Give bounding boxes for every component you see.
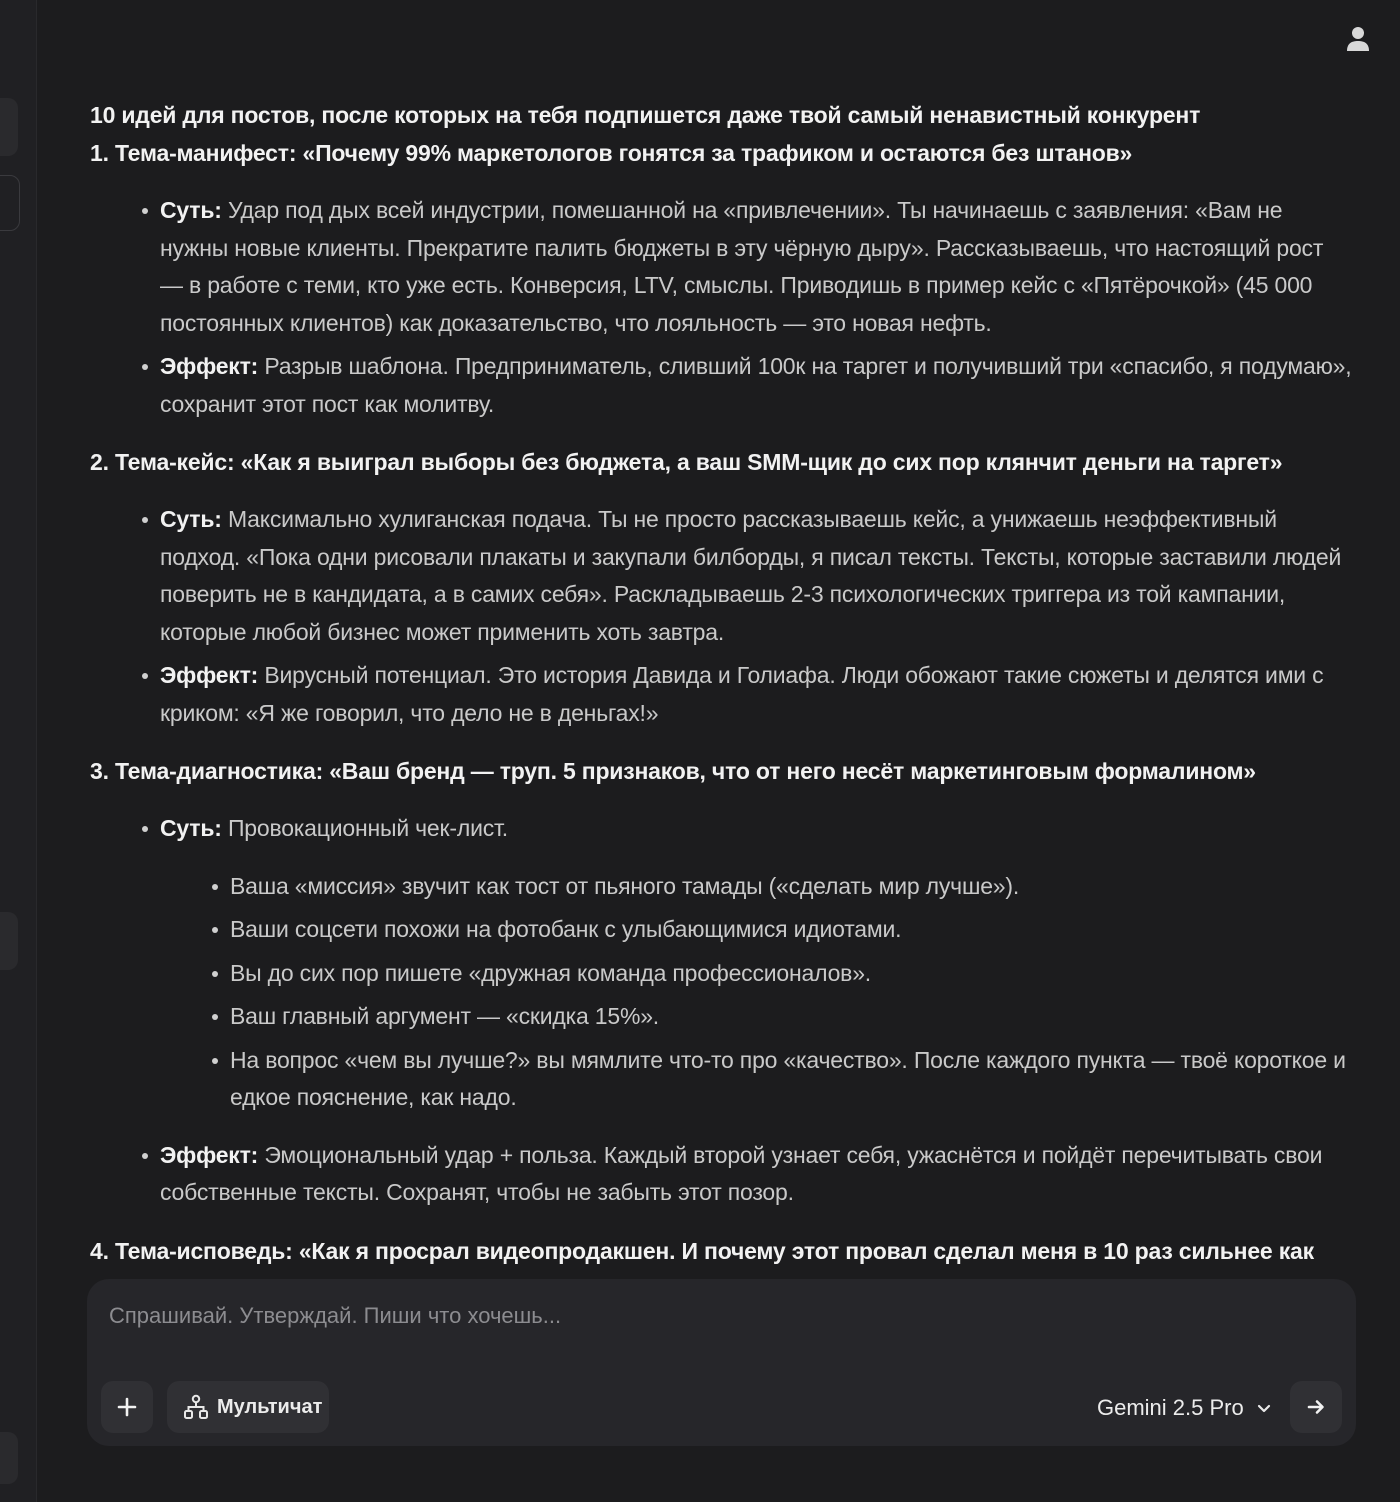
message-input[interactable]: Спрашивай. Утверждай. Пиши что хочешь...	[109, 1303, 562, 1328]
checklist-item: На вопрос «чем вы лучше?» вы мямлите что-то про «качество». После каждого пункта — твоё короткое и едкое пояснение, как надо.	[230, 1042, 1352, 1117]
checklist-item: Вы до сих пор пишете «дружная команда профессионалов».	[230, 955, 1352, 993]
idea-heading: 4. Тема-исповедь: «Как я просрал видеопродакшен. И почему этот провал сделал меня в 10 раз сильнее как	[90, 1237, 1314, 1264]
checklist	[160, 868, 1352, 1117]
list-item	[160, 657, 1352, 732]
list-item	[160, 810, 1352, 1117]
essence-label: Суть:	[160, 506, 222, 532]
chat-composer	[87, 1279, 1356, 1446]
essence-text: Максимально хулиганская подача. Ты не просто рассказываешь кейс, а унижаешь неэффективный подход. «Пока одни рисовали плакаты и закупали билборды, я писал тексты. Тексты, которые заставили людей поверить не в кандидата, а в самих себя». Раскладываешь 2-3 психологических триггера из той кампании, которые любой бизнес может применить хоть завтра.	[160, 506, 1342, 645]
effect-text: Эмоциональный удар + польза. Каждый второй узнает себя, ужаснётся и пойдёт перечитывать свои собственные тексты. Сохранят, чтобы не забыть этот позор.	[160, 1141, 1323, 1205]
essence-text: Удар под дых всей индустрии, помешанной на «привлечении». Ты начинаешь с заявления: «Вам не нужны новые клиенты. Прекратите палить бюджеты в эту чёрную дыру». Рассказываешь, что настоящий рост — в работе с теми, кто уже есть. Конверсия, LTV, смыслы. Приводишь в пример кейс с «Пятёрочкой» (45 000 постоянных клиентов) как доказательство, что лояльность — это новая нефть.	[160, 197, 1324, 336]
essence-text: Провокационный чек-лист.	[221, 815, 508, 841]
model-selector[interactable]	[1097, 1393, 1272, 1423]
checklist-item: Ваша «миссия» звучит как тост от пьяного тамады («сделать мир лучше»).	[230, 868, 1352, 906]
idea-details	[90, 810, 1352, 1212]
effect-text: Разрыв шаблона. Предприниматель, сливший 100к на таргет и получивший три «спасибо, я подумаю», сохранит этот пост как молитву.	[160, 353, 1352, 417]
add-attachment-button[interactable]	[101, 1381, 153, 1433]
sidebar-tab-active[interactable]	[0, 175, 20, 231]
network-icon	[183, 1394, 209, 1420]
arrow-right-icon	[1306, 1397, 1326, 1417]
effect-label: Эффект:	[160, 662, 259, 688]
effect-label: Эффект:	[160, 353, 259, 379]
checklist-item: Ваш главный аргумент — «скидка 15%».	[230, 998, 1352, 1036]
sidebar-tab[interactable]	[0, 98, 18, 156]
essence-label: Суть:	[160, 815, 222, 841]
message-title: 10 идей для постов, после которых на тебя подпишется даже твой самый ненавистный конкурент	[90, 102, 1201, 128]
idea-details	[90, 192, 1352, 423]
idea-heading: 1. Тема-манифест: «Почему 99% маркетологов гонятся за трафиком и остаются без штанов»	[90, 140, 1133, 166]
idea-heading: 3. Тема-диагностика: «Ваш бренд — труп. 5 признаков, что от него несёт маркетинговым формалином»	[90, 758, 1256, 784]
checklist-item: Ваши соцсети похожи на фотобанк с улыбающимися идиотами.	[230, 911, 1352, 949]
essence-label: Суть:	[160, 197, 222, 223]
sidebar-tab[interactable]	[0, 1432, 18, 1484]
plus-icon	[117, 1397, 137, 1417]
list-item	[160, 501, 1352, 651]
assistant-message	[90, 96, 1352, 1270]
list-item	[160, 1137, 1352, 1212]
idea-heading: 2. Тема-кейс: «Как я выиграл выборы без бюджета, а ваш SMM-щик до сих пор клянчит деньги на таргет»	[90, 449, 1283, 475]
send-button[interactable]	[1290, 1381, 1342, 1433]
idea-details	[90, 501, 1352, 732]
left-sidebar-rail	[0, 0, 37, 1502]
list-item	[160, 192, 1352, 342]
effect-label: Эффект:	[160, 1141, 259, 1168]
model-label: Gemini 2.5 Pro	[1097, 1395, 1244, 1420]
chevron-down-icon	[1256, 1400, 1272, 1416]
effect-text: Вирусный потенциал. Это история Давида и Голиафа. Люди обожают такие сюжеты и делятся ими с криком: «Я же говорил, что дело не в деньгах!»	[160, 662, 1324, 726]
sidebar-tab[interactable]	[0, 912, 18, 970]
list-item	[160, 348, 1352, 423]
multichat-button[interactable]	[167, 1381, 329, 1433]
user-icon[interactable]	[1344, 24, 1372, 54]
multichat-label: Мультичат	[217, 1395, 323, 1418]
